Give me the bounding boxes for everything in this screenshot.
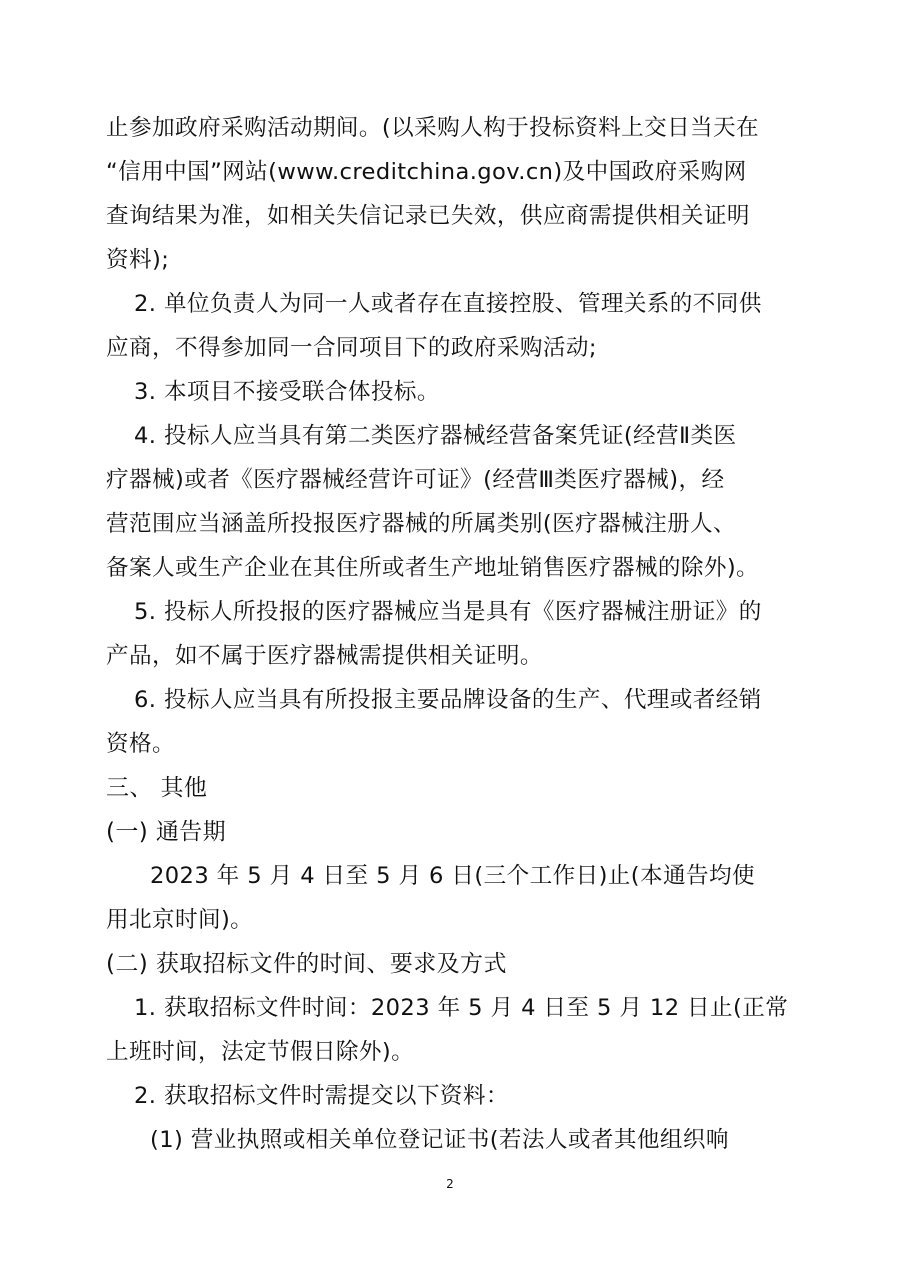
text-line: 备案人或生产企业在其住所或者生产地址销售医疗器械的除外)。	[106, 555, 760, 581]
text-line: 资格。	[106, 731, 175, 757]
list-item-2: 2. 单位负责人为同一人或者存在直接控股、管理关系的不同供	[134, 291, 762, 317]
text-line: 资料);	[106, 247, 170, 273]
list-item-6: 6. 投标人应当具有所投报主要品牌设备的生产、代理或者经销	[134, 687, 762, 713]
text-line: 2023 年 5 月 4 日至 5 月 6 日(三个工作日)止(本通告均使	[150, 863, 755, 889]
list-item-2: 2. 获取招标文件时需提交以下资料：	[134, 1083, 509, 1109]
text-line: 用北京时间)。	[106, 907, 254, 933]
list-item-4: 4. 投标人应当具有第二类医疗器械经营备案凭证(经营Ⅱ类医	[134, 423, 737, 449]
text-line: 应商，不得参加同一合同项目下的政府采购活动;	[106, 335, 597, 361]
text-line: 查询结果为准，如相关失信记录已失效，供应商需提供相关证明	[106, 203, 750, 229]
text-line: 产品，如不属于医疗器械需提供相关证明。	[106, 643, 543, 669]
sub-list-item-1: (1) 营业执照或相关单位登记证书(若法人或者其他组织响	[150, 1127, 729, 1153]
section-heading-other: 三、 其他	[106, 775, 208, 801]
text-line: 疗器械)或者《医疗器械经营许可证》(经营Ⅲ类医疗器械)，经	[106, 467, 725, 493]
subsection-heading-notice-period: (一) 通告期	[106, 819, 227, 845]
list-item-1: 1. 获取招标文件时间：2023 年 5 月 4 日至 5 月 12 日止(正常	[134, 995, 789, 1021]
text-line: 营范围应当涵盖所投报医疗器械的所属类别(医疗器械注册人、	[106, 511, 737, 537]
text-line: 止参加政府采购活动期间。(以采购人构于投标资料上交日当天在	[106, 115, 760, 141]
subsection-heading-bid-documents: (二) 获取招标文件的时间、要求及方式	[106, 951, 507, 977]
list-item-3: 3. 本项目不接受联合体投标。	[134, 379, 440, 405]
page-number: 2	[446, 1177, 454, 1191]
text-line: 上班时间，法定节假日除外)。	[106, 1039, 415, 1065]
list-item-5: 5. 投标人所投报的医疗器械应当是具有《医疗器械注册证》的	[134, 599, 762, 625]
text-line: “信用中国”网站(www.creditchina.gov.cn)及中国政府采购网	[106, 159, 747, 185]
